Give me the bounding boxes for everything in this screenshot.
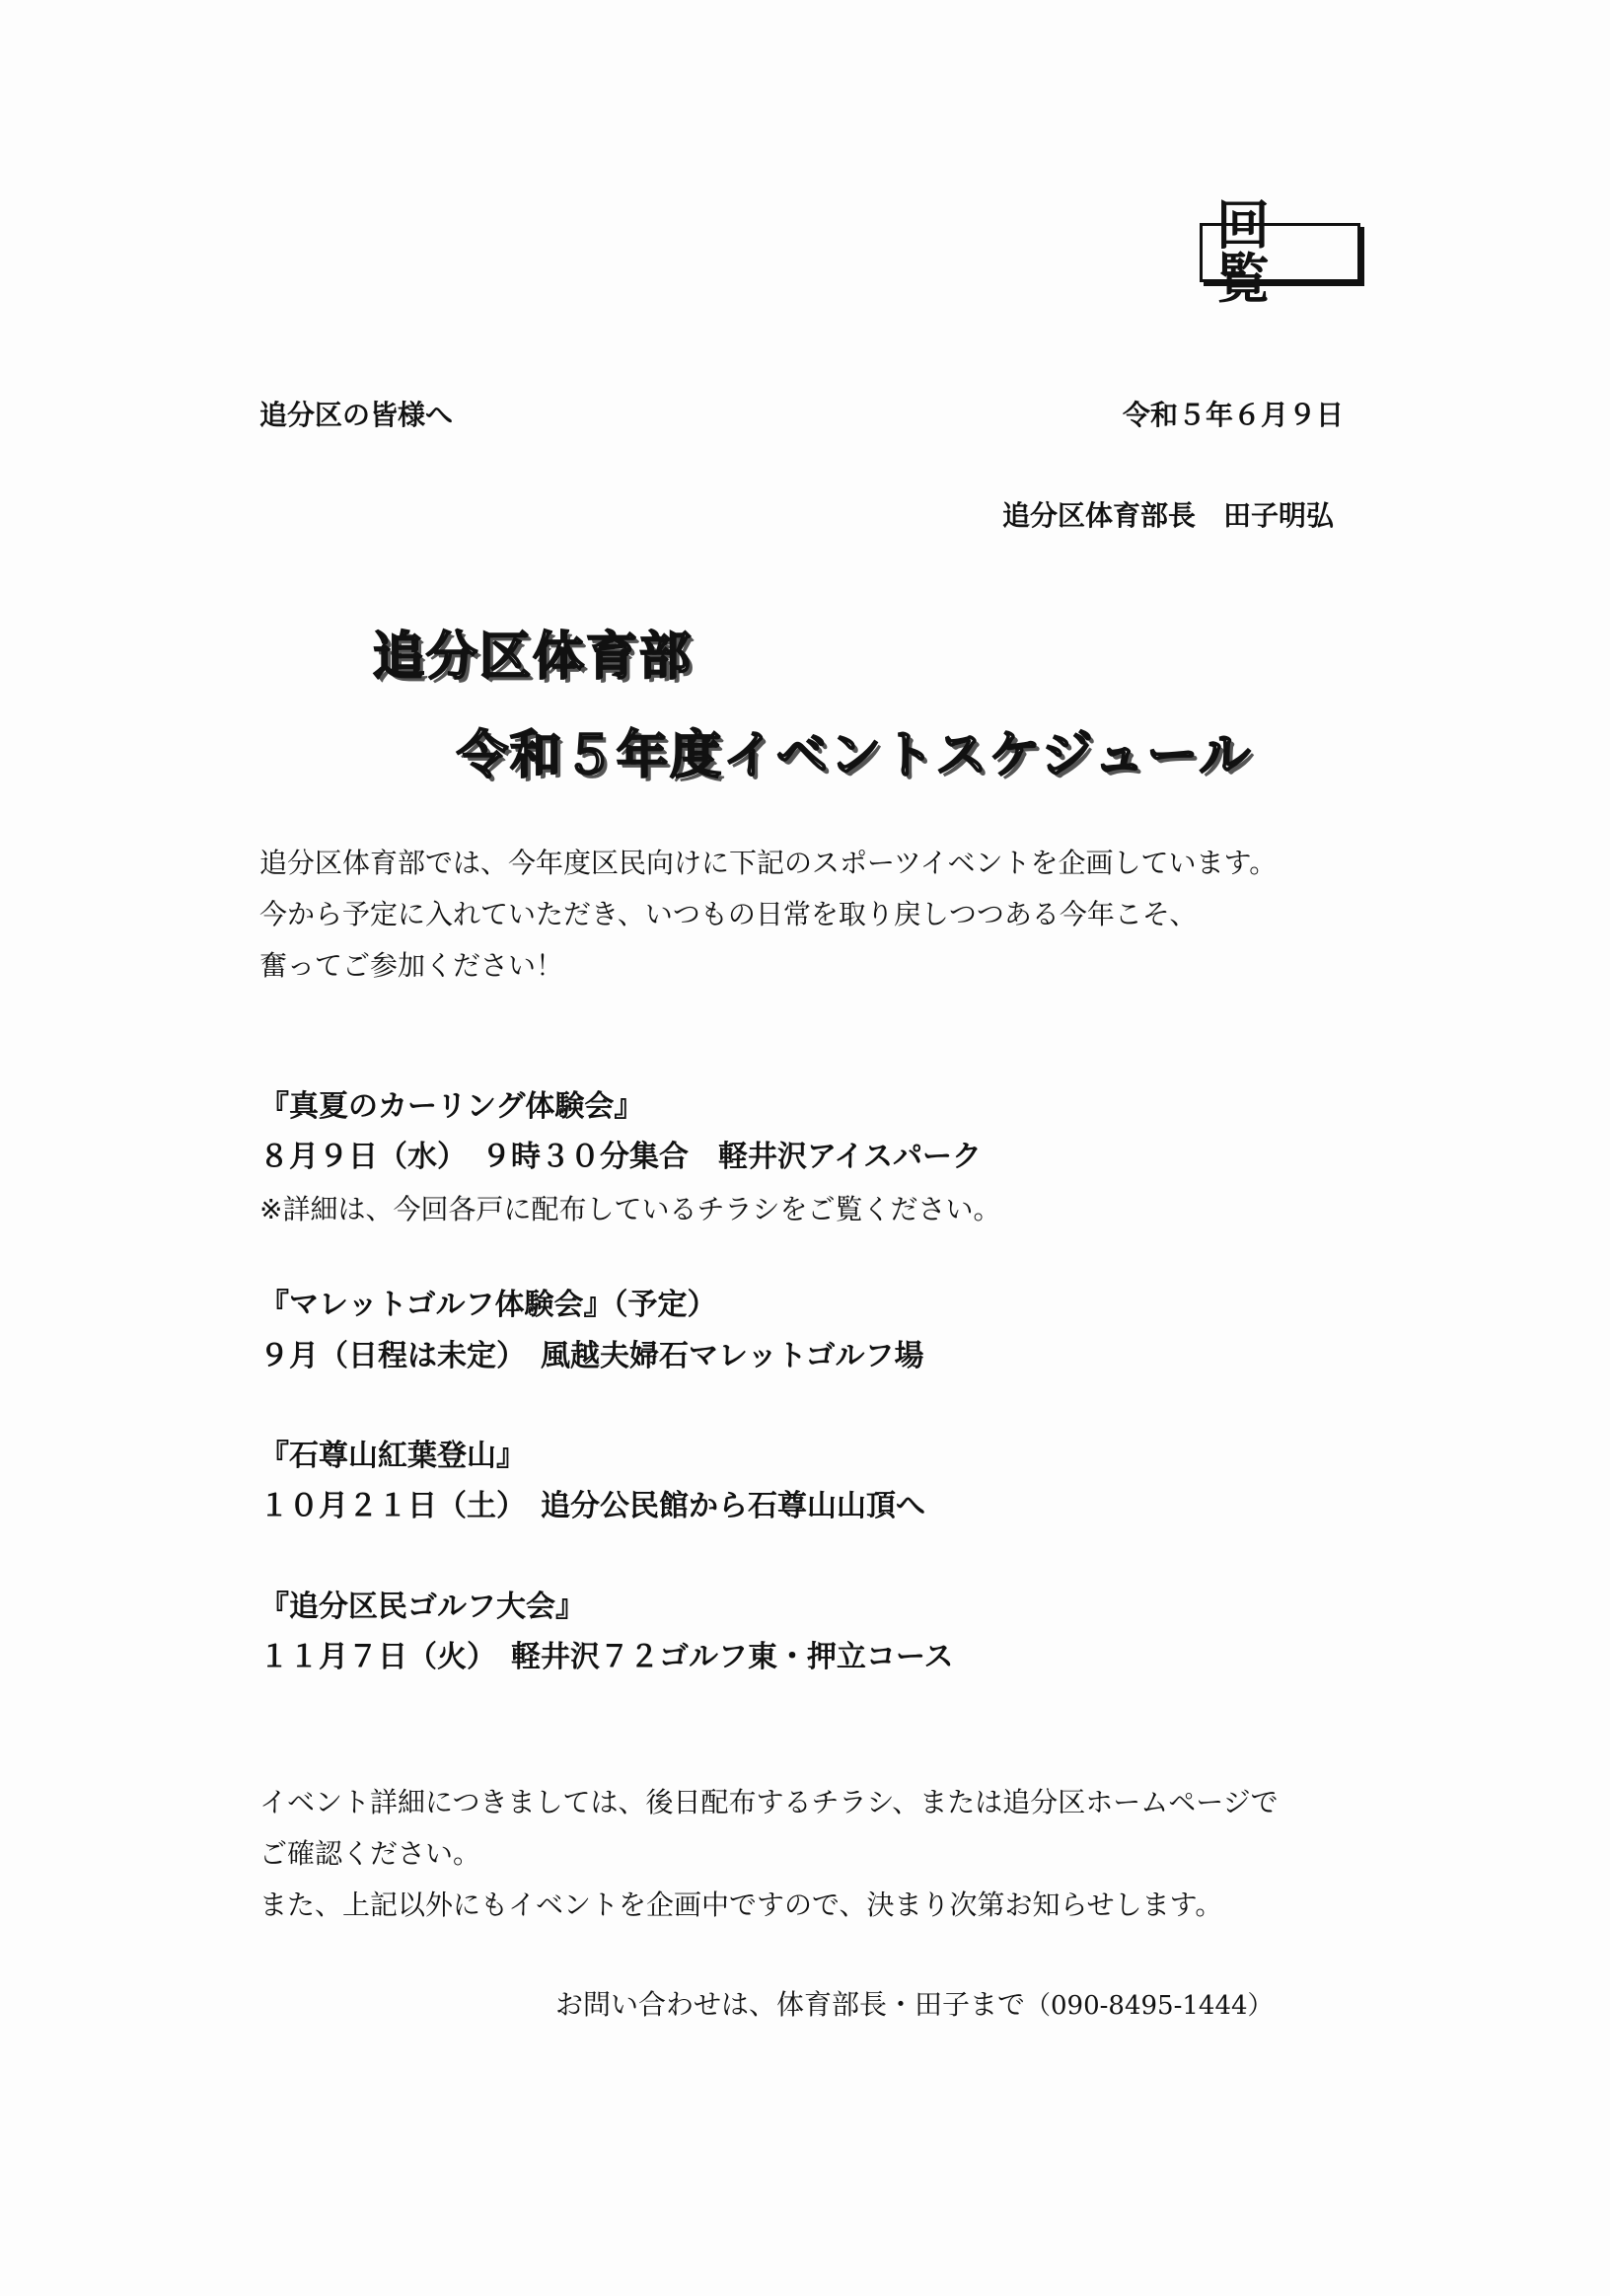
closing-paragraph-line: また、上記以外にもイベントを企画中ですので、決まり次第お知らせします。	[259, 1889, 1223, 1921]
event-title-golf-tournament: 『追分区民ゴルフ大会』	[259, 1590, 585, 1624]
event-title-mallet-golf: 『マレットゴルフ体験会』（予定）	[259, 1288, 717, 1322]
contact-phone: （090-8495-1444）	[1025, 1991, 1274, 2021]
intro-paragraph-line: 奮ってご参加ください！	[259, 949, 564, 982]
closing-paragraph-line: イベント詳細につきましては、後日配布するチラシ、または追分区ホームページで	[259, 1786, 1279, 1818]
title-schedule: 令和５年度イベントスケジュール	[457, 726, 1253, 785]
contact-label: お問い合わせは、体育部長・田子まで	[555, 1988, 1026, 2021]
event-title-hiking: 『石尊山紅葉登山』	[259, 1439, 526, 1473]
intro-paragraph-line: 追分区体育部では、今年度区民向けに下記のスポーツイベントを企画しています。	[259, 847, 1278, 879]
event-detail-golf-tournament: １１月７日（火） 軽井沢７２ゴルフ東・押立コース	[259, 1640, 954, 1674]
sender: 追分区体育部長 田子明弘	[1002, 499, 1335, 532]
issue-date: 令和５年６月９日	[1123, 399, 1345, 431]
event-detail-curling: ８月９日（水） ９時３０分集合 軽井沢アイスパーク	[259, 1140, 982, 1174]
intro-paragraph-line: 今から予定に入れていただき、いつもの日常を取り戻しつつある今年こそ、	[259, 898, 1198, 930]
event-title-curling: 『真夏のカーリング体験会』	[259, 1089, 644, 1124]
contact-info	[555, 1988, 1274, 2021]
event-note-curling: ※詳細は、今回各戸に配布しているチラシをご覧ください。	[259, 1193, 1001, 1225]
circular-stamp: 回覧	[1200, 223, 1360, 282]
title-organization: 追分区体育部	[373, 628, 694, 687]
event-detail-mallet-golf: ９月（日程は未定） 風越夫婦石マレットゴルフ場	[259, 1339, 924, 1373]
event-detail-hiking: １０月２１日（土） 追分公民館から石尊山山頂へ	[259, 1489, 925, 1523]
closing-paragraph-line: ご確認ください。	[259, 1837, 481, 1870]
addressee: 追分区の皆様へ	[259, 399, 454, 431]
